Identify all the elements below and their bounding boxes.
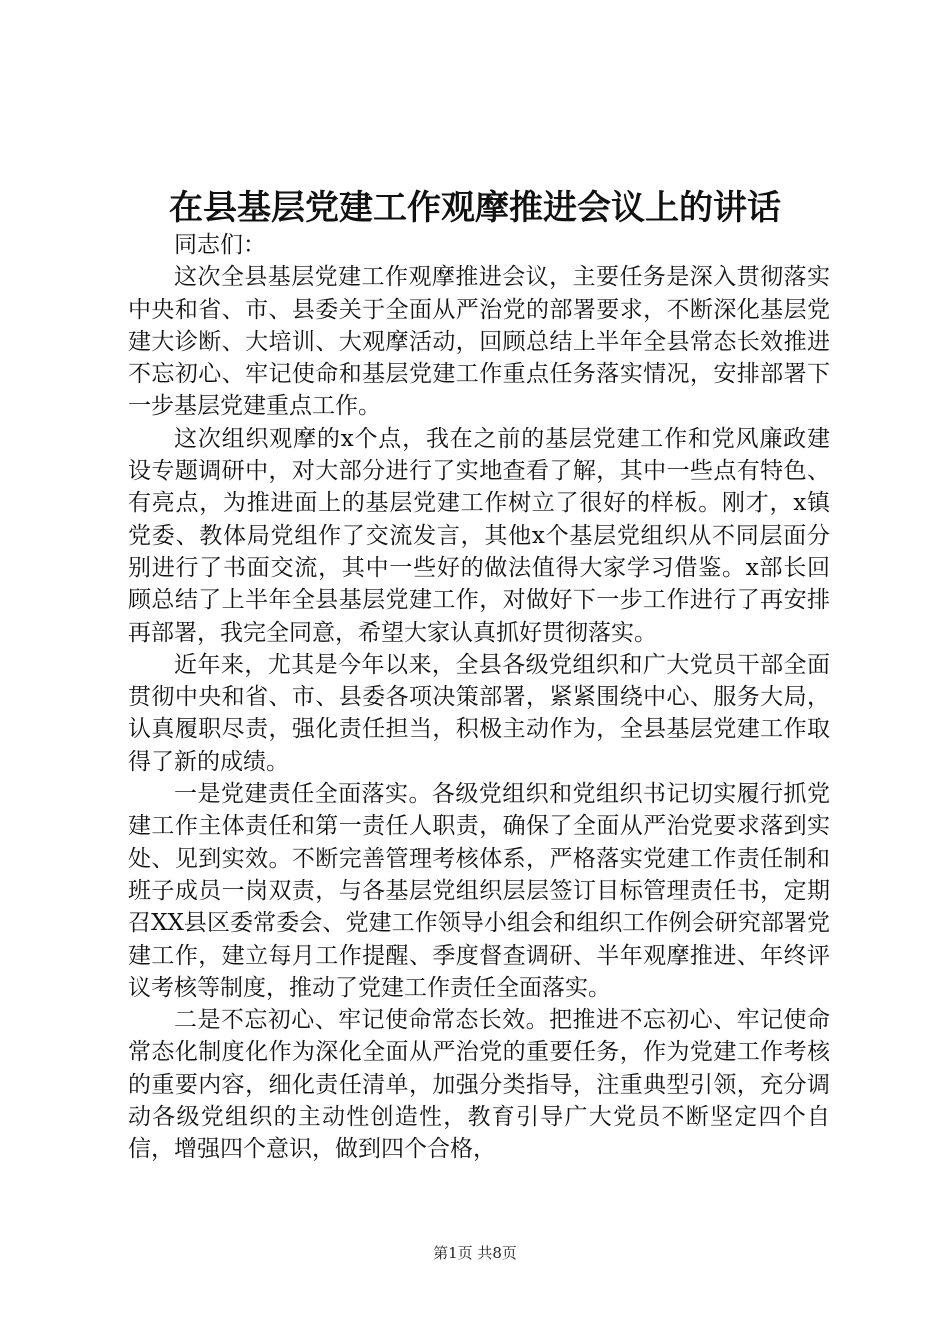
page-number: 第1页 共8页 — [433, 1244, 517, 1262]
salutation: 同志们： — [174, 232, 266, 258]
paragraph: 二是不忘初心、牢记使命常态长效。把推进不忘初心、牢记使命常态化制度化作为深化全面从严治党的重要任务，作为党建工作考核的重要内容，细化责任清单，加强分类指导，注重典型引领，充分调动各级党组织的主动性创造性，教育引导广大党员不断坚定四个自信，增强四个意识，做到四个合格， — [128, 1007, 830, 1163]
paragraph: 这次组织观摩的x个点，我在之前的基层党建工作和党风廉政建设专题调研中，对大部分进行了实地查看了解，其中一些点有特色、有亮点，为推进面上的基层党建工作树立了很好的样板。刚才，x镇党委、教体局党组作了交流发言，其他x个基层党组织从不同层面分别进行了书面交流，其中一些好的做法值得大家学习借鉴。x部长回顾总结了上半年全县基层党建工作，对做好下一步工作进行了再安排再部署，我完全同意，希望大家认真抓好贯彻落实。 — [128, 425, 830, 646]
paragraph: 近年来，尤其是今年以来，全县各级党组织和广大党员干部全面贯彻中央和省、市、县委各项决策部署，紧紧围绕中心、服务大局，认真履职尽责，强化责任担当，积极主动作为，全县基层党建工作取得了新的成绩。 — [128, 651, 830, 775]
paragraph: 一是党建责任全面落实。各级党组织和党组织书记切实履行抓党建工作主体责任和第一责任人职责，确保了全面从严治党要求落到实处、见到实效。不断完善管理考核体系，严格落实党建工作责任制和班子成员一岗双责，与各基层党组织层层签订目标管理责任书，定期召XX县区委常委会、党建工作领导小组会和组织工作例会研究部署党建工作，建立每月工作提醒、季度督查调研、半年观摩推进、年终评议考核等制度，推动了党建工作责任全面落实。 — [128, 781, 830, 1001]
document-body — [128, 229, 830, 1166]
document-title: 在县基层党建工作观摩推进会议上的讲话 — [169, 188, 781, 228]
paragraph: 这次全县基层党建工作观摩推进会议，主要任务是深入贯彻落实中央和省、市、县委关于全面从严治党的部署要求，不断深化基层党建大诊断、大培训、大观摩活动，回顾总结上半年全县常态长效推进不忘初心、牢记使命和基层党建工作重点任务落实情况，安排部署下一步基层党建重点工作。 — [128, 264, 830, 420]
